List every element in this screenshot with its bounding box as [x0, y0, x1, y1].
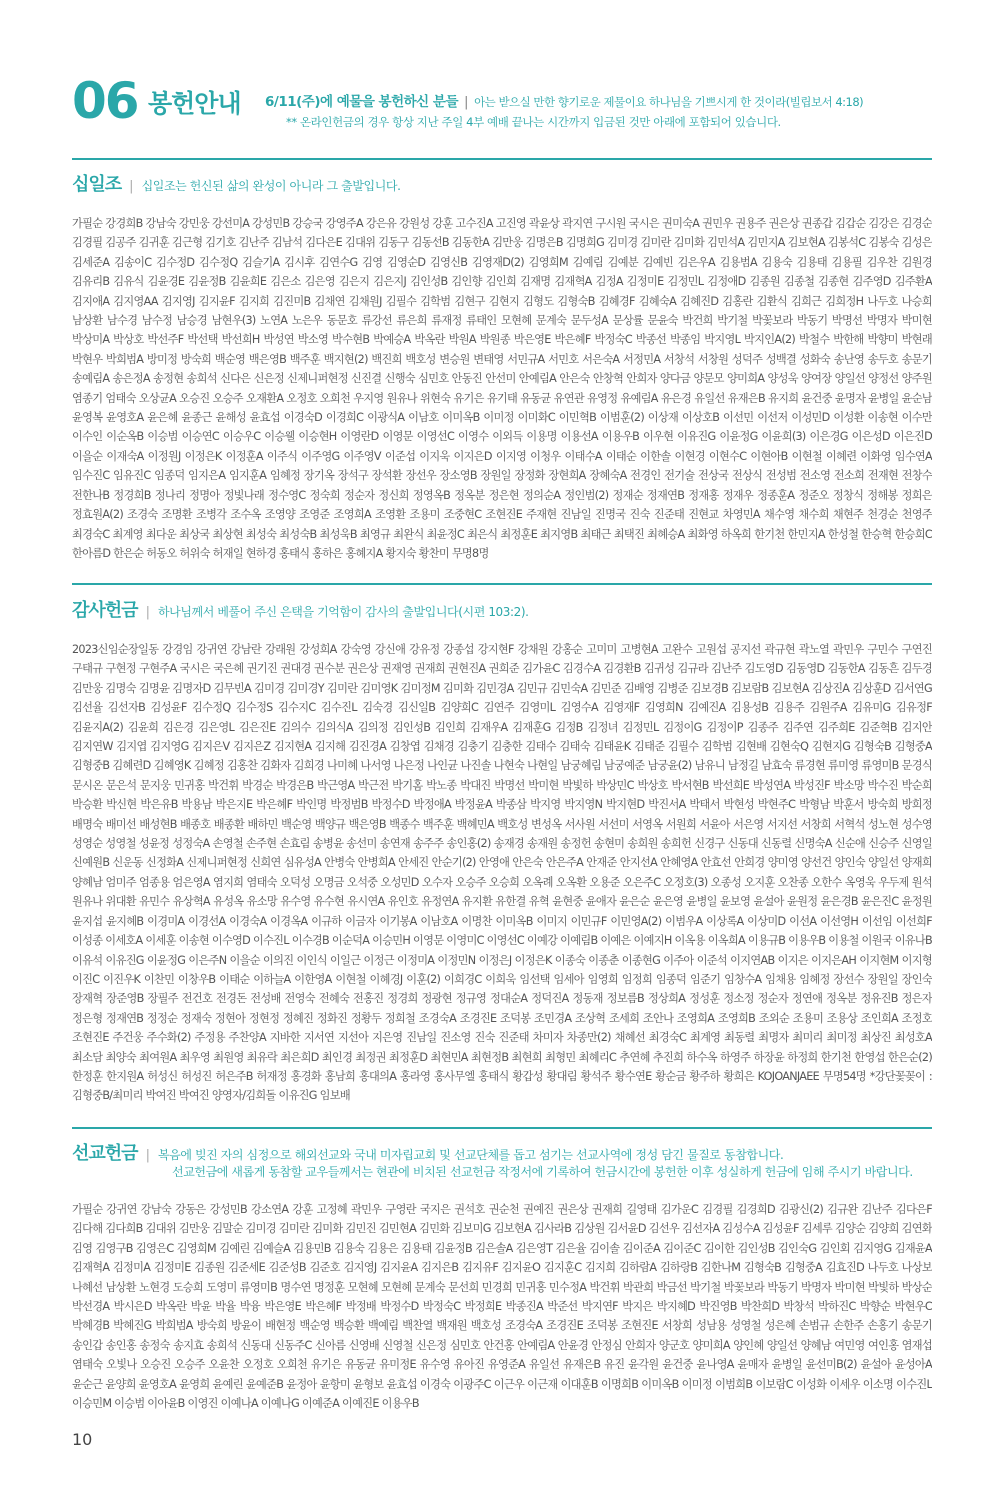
- header-subtitle: [265, 90, 863, 110]
- thanks-description: 하나님께서 베풀어 주신 은택을 기억함이 감사의 출발입니다(시편 103:2).: [157, 605, 529, 619]
- missions-description: 복음에 빚진 자의 심정으로 해외선교와 국내 미자립교회 및 선교단체를 돕고 섬기는 선교사역에 정성 담긴 물질로 동참합니다.: [157, 1148, 784, 1162]
- thanks-heading: [72, 596, 529, 622]
- thanks-separator: |: [145, 605, 150, 620]
- header: [72, 72, 952, 138]
- thanks-title: 감사헌금: [72, 600, 138, 621]
- tithe-heading: [72, 170, 401, 196]
- thanks-names: 2023신임순장일동 강경임 강귀연 강남란 강래원 강성희A 강숙영 강신애 강유정 강종섭 강지현F 강채원 강홍순 고미미 고병현A 고완수 고원섭 공지선 곽규현 곽노열 곽민우 구민수 구연진 구태규 구현정 구현주A 국시은 국은혜 권기진 권대경 권수분 권은상 권재영 권재희 권현진A 권희준 김가윤C 김경수A 김경환B 김귀성 김규라 김난주 김도영D 김동영D 김동한A 김동흔 김두경 김만웅 김명숙 김명윤 김명자D 김무빈A 김미경 김미경Y 김미란 김미영K 김미정M 김미화 김민경A 김민규 김민숙A 김민준 김배영 김병준 김보경B 김보람B 김보현A 김상진A 김상훈D 김서연G 김선율 김선자B 김성윤F 김수정Q 김수정S 김수지C 김수진L 김숙경 김신일B 김양희C 김연주 김영미L 김영수A 김영재F 김영희N 김예진A 김용성B 김용주 김원주A 김유미G 김유정F 김윤지A(2) 김윤희 김은경 김은영L 김은진E 김의수 김의식A 김의정 김인성B 김인희 김재우A 김재훈G 김정B 김정녀 김정민L 김정이G 김정이P 김종주 김주연 김주희E 김준혁B 김지안 김지연W 김지엽 김지영G 김지은V 김지은Z 김지현A 김지해 김진경A 김창엽 김채경 김충기 김충한 김태수 김태숙 김태윤K 김태준 김필수 김학범 김현배 김현숙Q 김현지G 김형숙B 김형중A 김형중B 김혜련D 김혜영K 김혜정 김홍찬 김화자 김희경 나미혜 나서영 나은정 나인균 나진솔 나현숙 나현일 남궁혜림 남궁예준 남궁윤(2) 남유니 남정길 남효숙 류경현 류미영 류영미B 문경식 문시온 문은석 문지웅 민귀홍 박건휘 박경순 박경은B 박근영A 박근전 박기홈 박노종 박대진 박명선 박미현 박빛하 박상민C 박상호 박서현B 박선희E 박성연A 박성진F 박소망 박수진 박순희 박승환 박신현 박은유B 박용남 박은지E 박은혜F 박인명 박정범B 박정수D 박정애A 박정윤A 박종삼 박지영 박지영N 박지현D 박진서A 박태서 박현성 박현주C 박형남 박훈서 방숙희 방희정 배명숙 배미선 배성현B 배종호 배종환 배하민 백순영 백양규 백은영B 백종수 백주훈 백혜민A 백호성 변성옥 서사원 서선미 서영옥 서원희 서윤아 서은영 서지선 서창희 서혁석 성노현 성수영 성영순 성영철 성윤정 성정숙A 손영철 손주현 손효림 송병윤 송선미 송연재 송주주 송인홍(2) 송재경 송재원 송정헌 송현미 송희원 송희헌 신경구 신동대 신동렬 신명숙A 신순애 신승주 신영일 신예원B 신운동 신정화A 신제니퍼현정 신희연 심유성A 안병숙 안병희A 안세진 안순기(2) 안영애 안은숙 안은주A 안재준 안지선A 안혜영A 안효선 안희경 양미영 양선건 양인숙 양일선 양재희 양혜남 엄미주 엄종용 엄은영A 염지희 염태숙 오덕성 오명금 오석중 오성민D 오수자 오승주 오승희 오옥례 오옥환 오용준 오은주C 오정호(3) 오종성 오지훈 오찬종 오한수 옥영욱 우두제 원석 원유나 위대환 유민수 유상혁A 유성옥 유소망 유수영 유수현 유시연A 유인호 유정연A 유지환 유한결 유혁 윤현중 윤애자 윤은순 윤은영 윤병일 윤보영 윤설아 윤원정 윤은경B 윤은진C 윤정원 윤지섭 윤지혜B 이경미A 이경선A 이경숙A 이경옥A 이규하 이금자 이기봉A 이남호A 이명찬 이미옥B 이미지 이민규F 이민영A(2) 이범우A 이상록A 이상미D 이선A 이선영H 이선임 이선희F 이성종 이세호A 이세훈 이송현 이수영D 이수진L 이수경B 이순덕A 이승민H 이영문 이영미C 이영선C 이예강 이예림B 이예은 이예지H 이옥용 이옥희A 이용규B 이용우B 이용철 이원국 이유나B 이유석 이유진G 이윤정G 이은주N 이을순 이의진 이인식 이일근 이정근 이정미A 이정민N 이정은J 이정은K 이종숙 이종춘 이종현G 이주아 이준석 이지연AB 이지은 이지은AH 이지현M 이지형 이진C 이진우K 이찬민 이창우B 이태순 이하늘A 이한영A 이현철 이혜경J 이훈(2) 이희경C 이희욱 임선택 임세아 임영희 임정희 임종덕 임준기 임창수A 임채용 임혜정 장선수 장원일 장인숙 장재혁 장준영B 장필주 전건호 전경돈 전성배 전영숙 전혜숙 전홍진 정경희 정광현 정규영 정대순A 정덕진A 정동재 정보름B 정상희A 정성훈 정소정 정순자 정연애 정옥분 정유진B 정은자 정은형 정재연B 정정순 정재숙 정현아 정현정 정혜진 정화진 정황두 정희철 조경숙A 조경진E 조덕봉 조민경A 조상혁 조세희 조안나 조영희A 조영희B 조외순 조용미 조용상 조인희A 조정호 조현진E 주건웅 주수화(2) 주정용 주찬양A 지바한 지서연 지선아 지은영 진남일 진소영 진숙 진준태 차미자 차종만(2) 채혜선 최경숙C 최계영 최동렬 최명자 최미리 최미정 최상진 최성호A 최소담 최양숙 최여원A 최우영 최원영 최유락 최은희D 최인경 최정권 최정훈D 최현민A 최현정B 최현희 최형민 최혜리C 추연혜 추진희 하수옥 하영주 하장윤 하정희 한기천 한영섭 한은순(2) 한정훈 한지원A 허성신 허성진 허은주B 허재정 홍경화 홍남희 홍대의A 홍라영 홍사무엘 홍태식 황갑성 황대림 황석주 황수연E 황순금 황주하 황희은 KOJOANJAEE 무명54명 *강단꽃꽂이 : 김형중B/최미리 박여진 박여진 양영자/김희돌 이유진G 임보배: [72, 643, 932, 1103]
- page-title: 봉헌안내: [148, 89, 241, 118]
- subtitle-date: 6/11(주)에 예물을 봉헌하신 분들: [265, 94, 459, 110]
- missions-title: 선교헌금: [72, 1143, 138, 1164]
- divider-top: [72, 158, 932, 160]
- section-number: 06: [72, 72, 138, 130]
- divider-thanks: [72, 583, 932, 585]
- subtitle-verse: 아는 받으실 만한 향기로운 제물이요 하나님을 기쁘시게 한 것이라(빌립보서 4:18): [474, 95, 864, 109]
- page-number: 10: [72, 1430, 93, 1449]
- subtitle-separator: |: [464, 94, 469, 110]
- missions-names: 가필순 강귀연 강남숙 강동은 강성민B 강소연A 강훈 고정혜 곽민우 구영란 국지은 권석호 권순천 권예진 권은상 권재희 길영태 김가운C 김경필 김경희D 김광신(2) 김규완 김난주 김다은F 김다해 김다희B 김대위 김만웅 김말순 김미경 김미란 김미화 김민진 김민현A 김민화 김보미G 김보현A 김사라B 김상원 김서윤D 김선우 김선자A 김성수A 김성윤F 김세루 김양순 김양희 김연화 김영 김영구B 김영은C 김영희M 김예린 김예슬A 김용민B 김용숙 김용은 김용태 김윤정B 김은솔A 김은영T 김은율 김이솔 김이준A 김이준C 김이한 김인성B 김인숙G 김인회 김지영G 김재윤A 김재혁A 김정미A 김정미E 김종원 김준세E 김준성B 김준호 김지영J 김지윤A 김지은B 김지유F 김지윤O 김지훈C 김지희 김하람A 김하랑B 김한나M 김형숙B 김형중A 김효진D 나두호 나상보 나혜선 남상환 노현경 도승희 도영미 류영미B 명수연 명정훈 모현혜 모현혜 문계숙 문선희 민경희 민귀홍 민수정A 박건휘 박관희 박금선 박기철 박꽃보라 박동기 박명자 박미현 박빛하 박상순 박선경A 박시은D 박옥란 박윤 박율 박융 박은영E 박은혜F 박정배 박정수D 박정숙C 박정희E 박종진A 박준선 박지연F 박지은 박지혜D 박진영B 박찬희D 박창석 박하진C 박향순 박현우C 박혜경B 박혜진G 박희범A 방숙희 방윤이 배현정 백순영 백승환 백예림 백찬열 백재원 백호성 조경숙A 조경진E 조덕봉 조현진E 서창희 성남용 성영철 성은혜 손범규 손한주 손홍기 송문기 송인갑 송인홍 송정숙 송지효 송희석 신동대 신동주C 신아름 신영배 신영철 신은정 심민호 안건홍 안예림A 안윤경 안정심 안희자 양군호 양미희A 양인혜 양일선 양혜남 여민영 여인홍 염재섭 염태숙 오빛나 오승진 오승주 오윤찬 오정호 오희천 유기은 유동균 유미정E 유수영 유아진 유영준A 유일선 유재은B 유진 윤각원 윤건중 윤나영A 윤매자 윤병일 윤선미B(2) 윤설아 윤성아A 윤순근 윤양희 윤영호A 윤영희 윤예린 윤예준B 윤정아 윤항미 윤형보 윤효섭 이경숙 이광주C 이근우 이근재 이대훈B 이명희B 이미옥B 이미정 이범희B 이보람C 이성화 이세우 이소명 이수진L 이승민M 이승범 이아윤B 이영진 이예나A 이예나G 이예준A 이예진E 이용우B: [72, 1203, 932, 1411]
- tithe-names: 가필순 강경희B 강남숙 강민웅 강선미A 강성민B 강승국 강영주A 강은유 강원성 강훈 고수진A 고진영 곽윤상 곽지연 구시원 국시은 권미숙A 권민우 권용주 권은상 권종갑 김갑순 김강은 김경순 김경필 김공주 김귀훈 김근형 김기호 김난주 김남석 김다은E 김대위 김동구 김동선B 김동한A 김만웅 김명은B 김명희G 김미경 김미란 김미화 김민석A 김민지A 김보현A 김봉석C 김봉숙 김성은 김세준A 김송이C 김수정D 김수정Q 김슬기A 김시후 김연수G 김영 김영순D 김영신B 김영재D(2) 김영희M 김예림 김예분 김예빈 김은우A 김용범A 김용숙 김용태 김용필 김우찬 김원경 김유리B 김유식 김윤경E 김윤정B 김윤희E 김은소 김은영 김은지 김은지J 김인성B 김인향 김인희 김재명 김재혁A 김정A 김정미E 김정민L 김정애D 김종원 김종철 김종현 김주영D 김주환A 김지애A 김지영AA 김지영J 김지윤F 김지희 김진미B 김채연 김채원J 김필수 김학범 김현구 김현지 김형도 김형숙B 김혜경F 김혜숙A 김혜진D 김홍란 김환식 김희근 김희정H 나두호 나승희 남상환 남수경 남수정 남승경 남현우(3) 노연A 노은우 동문호 류강선 류은희 류재정 류태인 모현혜 문계숙 문두성A 문상률 문윤숙 박건희 박기철 박꽃보라 박동기 박명선 박명자 박미현 박상미A 박상호 박선주F 박선택 박선희H 박성연 박소영 박수현B 박예승A 박옥란 박원A 박원종 박은영E 박은혜F 박정숙C 박종선 박종임 박지영L 박지인A(2) 박철수 박한해 박향미 박현래 박현우 박희범A 방미정 방숙희 백순영 백은영B 백주훈 백지현(2) 백진희 백호성 변승원 변태영 서민규A 서민호 서은숙A 서정민A 서창석 서창원 성덕주 성백결 성화숙 송난영 송두호 송문기 송예림A 송은정A 송정현 송희석 신다은 신은정 신제니퍼현정 신진결 신행숙 심민호 안동진 안선미 안예림A 안은숙 안창혁 안희자 양다금 양문모 양미희A 양성욱 양여장 양일선 양정선 양주원 염종기 엄태숙 오상균A 오승진 오승주 오재환A 오정호 오희천 우지영 원유나 위현숙 유기은 유기태 유동균 유연관 유영정 유예림A 유은경 유일선 유재은B 유지희 윤건중 윤명자 윤병일 윤순남 윤영복 윤영호A 윤은혜 윤종근 윤해성 윤효섭 이경숙D 이경희C 이광식A 이남호 이미옥B 이미정 이미화C 이민혁B 이범훈(2) 이상재 이상호B 이선민 이선저 이성민D 이성환 이송현 이수만 이수인 이순옥B 이승범 이승연C 이승우C 이승웰 이승현H 이영란D 이영문 이영선C 이영수 이외득 이용명 이용선A 이용우B 이우현 이유진G 이윤정G 이윤희(3) 이은경G 이은성D 이은진D 이을순 이재숙A 이정원J 이정은K 이정훈A 이주식 이주영G 이주영V 이준섭 이지욱 이지은D 이지영 이청우 이태수A 이태순 이한솔 이현경 이현수C 이현아B 이현철 이혜련 이화영 임수연A 임수진C 임유진C 임종덕 임지은A 임지훈A 임혜정 장기옥 장석구 장석환 장선우 장소영B 장원일 장정화 장현희A 장혜숙A 전경인 전기술 전상국 전상식 전성범 전소영 전소희 전재현 전창수 전한나B 정경희B 정나리 정명아 정빛나래 정수영C 정숙희 정순자 정신희 정영옥B 정옥분 정은현 정의순A 정인범(2) 정재순 정재연B 정재홍 정재우 정종훈A 정준오 정창식 정해봉 정희은 정효원A(2) 조경숙 조명환 조병각 조수옥 조영양 조영준 조영희A 조영환 조용미 조중현C 조현진E 주재현 진남일 진명국 진숙 진준태 진현교 차영민A 채수영 채수희 채현주 천경순 천영주 최경숙C 최계영 최다운 최상국 최상현 최성숙 최성숙B 최성욱B 최영규 최완식 최윤정C 최은식 최정훈E 최지영B 최태근 최택진 최혜승A 최화영 하옥희 한기천 한민지A 한성철 한승혁 한승희C 한아름D 한은순 허동오 허위숙 허재일 현하경 홍태식 홍하은 홍혜지A 황지숙 황찬미 무명8명: [72, 217, 932, 560]
- missions-heading: [72, 1139, 783, 1165]
- missions-separator: |: [145, 1148, 150, 1163]
- divider-missions: [72, 1127, 932, 1129]
- tithe-description: 십일조는 헌신된 삶의 완성이 아니라 그 출발입니다.: [141, 179, 401, 193]
- online-offering-note: ** 온라인헌금의 경우 항상 지난 주일 4부 예배 끝나는 시간까지 입금된 것만 아래에 포함되어 있습니다.: [286, 115, 781, 129]
- missions-description-2: 선교헌금에 새롭게 동참할 교우들께서는 현관에 비치된 선교헌금 작정서에 기록하여 헌금시간에 봉헌한 이후 성실하게 헌금에 임해 주시기 바랍니다.: [172, 1165, 913, 1179]
- tithe-separator: |: [129, 179, 134, 194]
- tithe-title: 십일조: [72, 174, 122, 195]
